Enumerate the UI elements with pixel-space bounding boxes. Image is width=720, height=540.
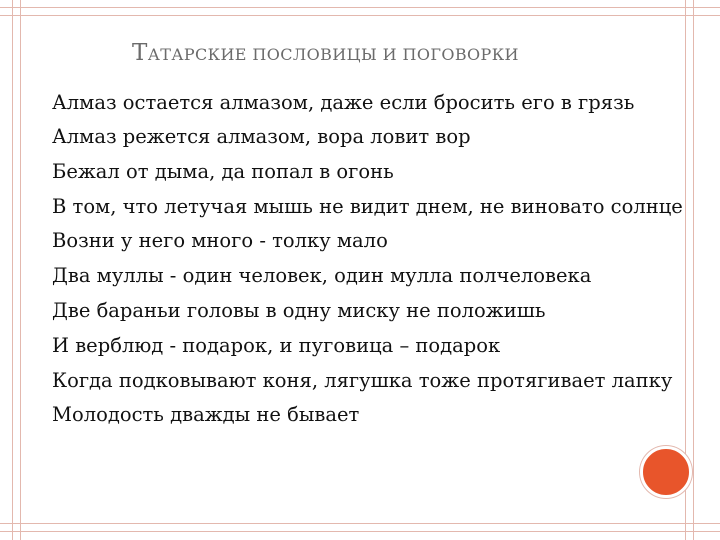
- frame-line-left-outer: [12, 0, 13, 540]
- proverb-item: Два муллы - один человек, один мулла полчеловека: [52, 264, 592, 287]
- frame-line-left-inner: [20, 0, 21, 540]
- proverb-item: В том, что летучая мышь не видит днем, не виновато солнце: [52, 195, 683, 218]
- proverb-item: Алмаз остается алмазом, даже если бросить его в грязь: [52, 91, 635, 114]
- proverb-item: Бежал от дыма, да попал в огонь: [52, 160, 394, 183]
- decorative-circle: [640, 446, 692, 498]
- proverb-item: Когда подковывают коня, лягушка тоже протягивает лапку: [52, 369, 673, 392]
- proverb-item: Две бараньи головы в одну миску не положишь: [52, 299, 546, 322]
- frame-line-bottom-outer: [0, 531, 720, 532]
- frame-line-top-outer: [0, 7, 720, 8]
- title-first-letter: Т: [132, 40, 148, 66]
- frame-line-top-inner: [0, 15, 720, 16]
- slide-title: [132, 40, 652, 66]
- proverb-item: Молодость дважды не бывает: [52, 403, 360, 426]
- proverb-item: Алмаз режется алмазом, вора ловит вор: [52, 125, 471, 148]
- proverb-list: [52, 90, 692, 437]
- proverb-item: Возни у него много - толку мало: [52, 229, 388, 252]
- proverb-item: И верблюд - подарок, и пуговица – подарок: [52, 334, 501, 357]
- title-rest: АТАРСКИЕ ПОСЛОВИЦЫ И ПОГОВОРКИ: [147, 45, 519, 64]
- frame-line-right-outer: [693, 0, 694, 540]
- frame-line-bottom-inner: [0, 523, 720, 524]
